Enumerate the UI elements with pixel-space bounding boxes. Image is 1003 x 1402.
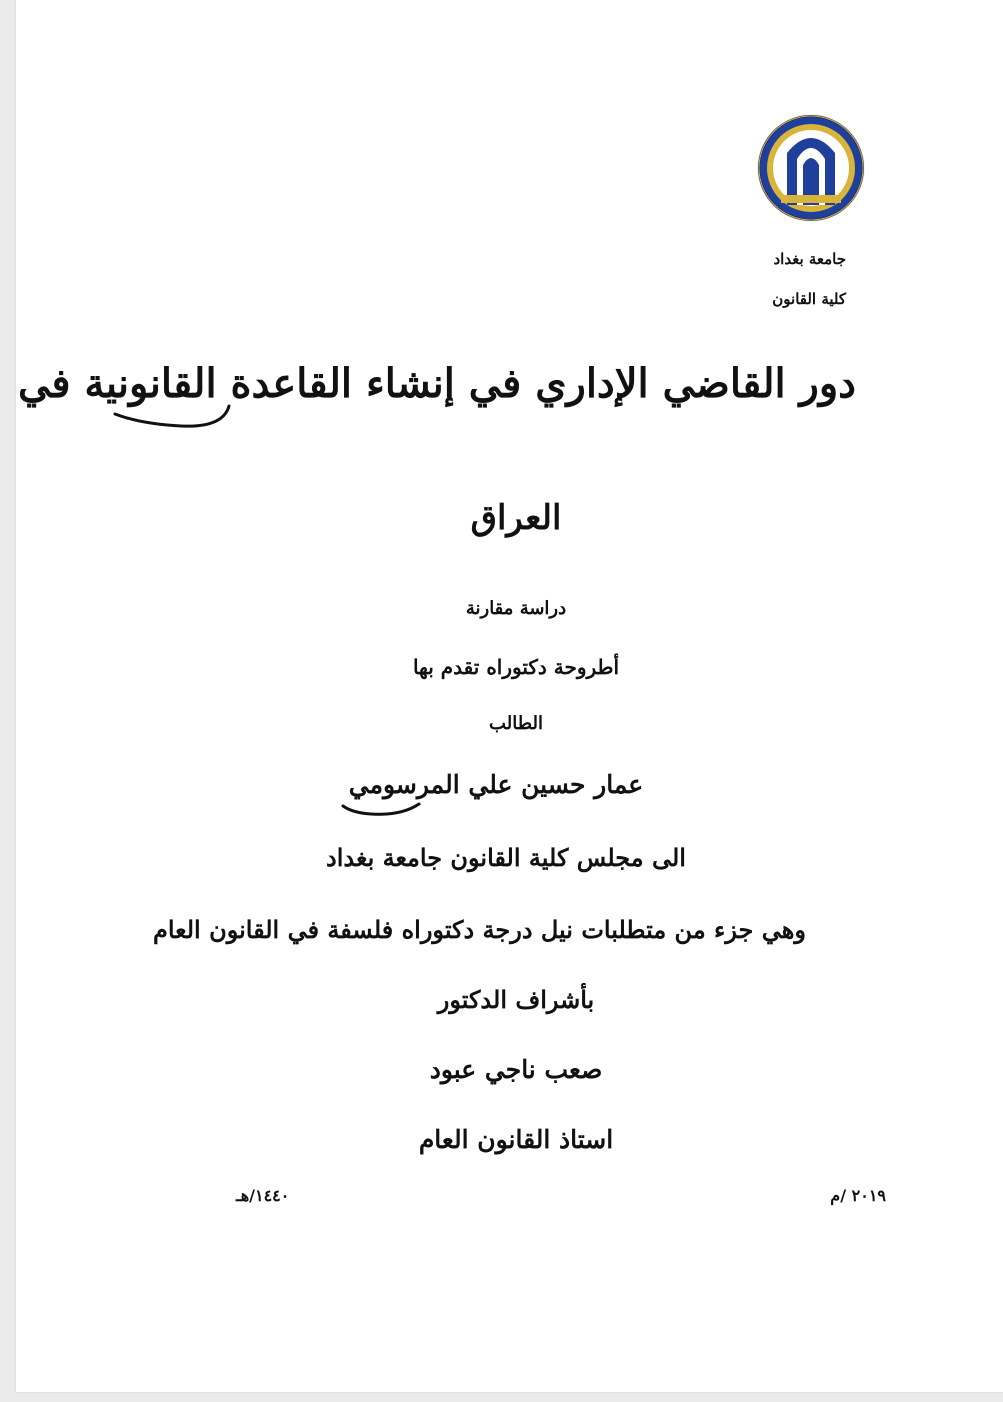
university-of-baghdad-seal-icon	[745, 113, 875, 223]
submitted-to: الى مجلس كلية القانون جامعة بغداد	[326, 843, 686, 872]
faculty-name: كلية القانون	[772, 290, 846, 308]
degree-purpose: وهي جزء من متطلبات نيل درجة دكتوراه فلسفة في القانون العام	[152, 915, 806, 944]
supervision-label: بأشراف الدكتور	[437, 985, 595, 1014]
hijri-year: ١٤٤٠/هـ	[236, 1186, 290, 1205]
supervisor-name: صعب ناجي عبود	[429, 1055, 603, 1084]
gregorian-year: ٢٠١٩ /م	[830, 1186, 886, 1205]
supervisor-rank: استاذ القانون العام	[418, 1125, 614, 1154]
thesis-intro: أطروحة دكتوراه تقدم بها	[412, 655, 620, 679]
student-name: عمار حسين علي المرسومي	[348, 770, 644, 799]
study-type: دراسة مقارنة	[465, 598, 567, 619]
title-swash-decoration	[111, 402, 231, 436]
thesis-title-line-2: العراق	[470, 498, 562, 538]
student-label: الطالب	[489, 713, 543, 734]
name-swash-decoration	[341, 800, 421, 820]
university-name: جامعة بغداد	[773, 250, 846, 268]
document-page	[16, 0, 1003, 1392]
thesis-title-line-1: دور القاضي الإداري في إنشاء القاعدة القانونية في	[18, 360, 856, 407]
